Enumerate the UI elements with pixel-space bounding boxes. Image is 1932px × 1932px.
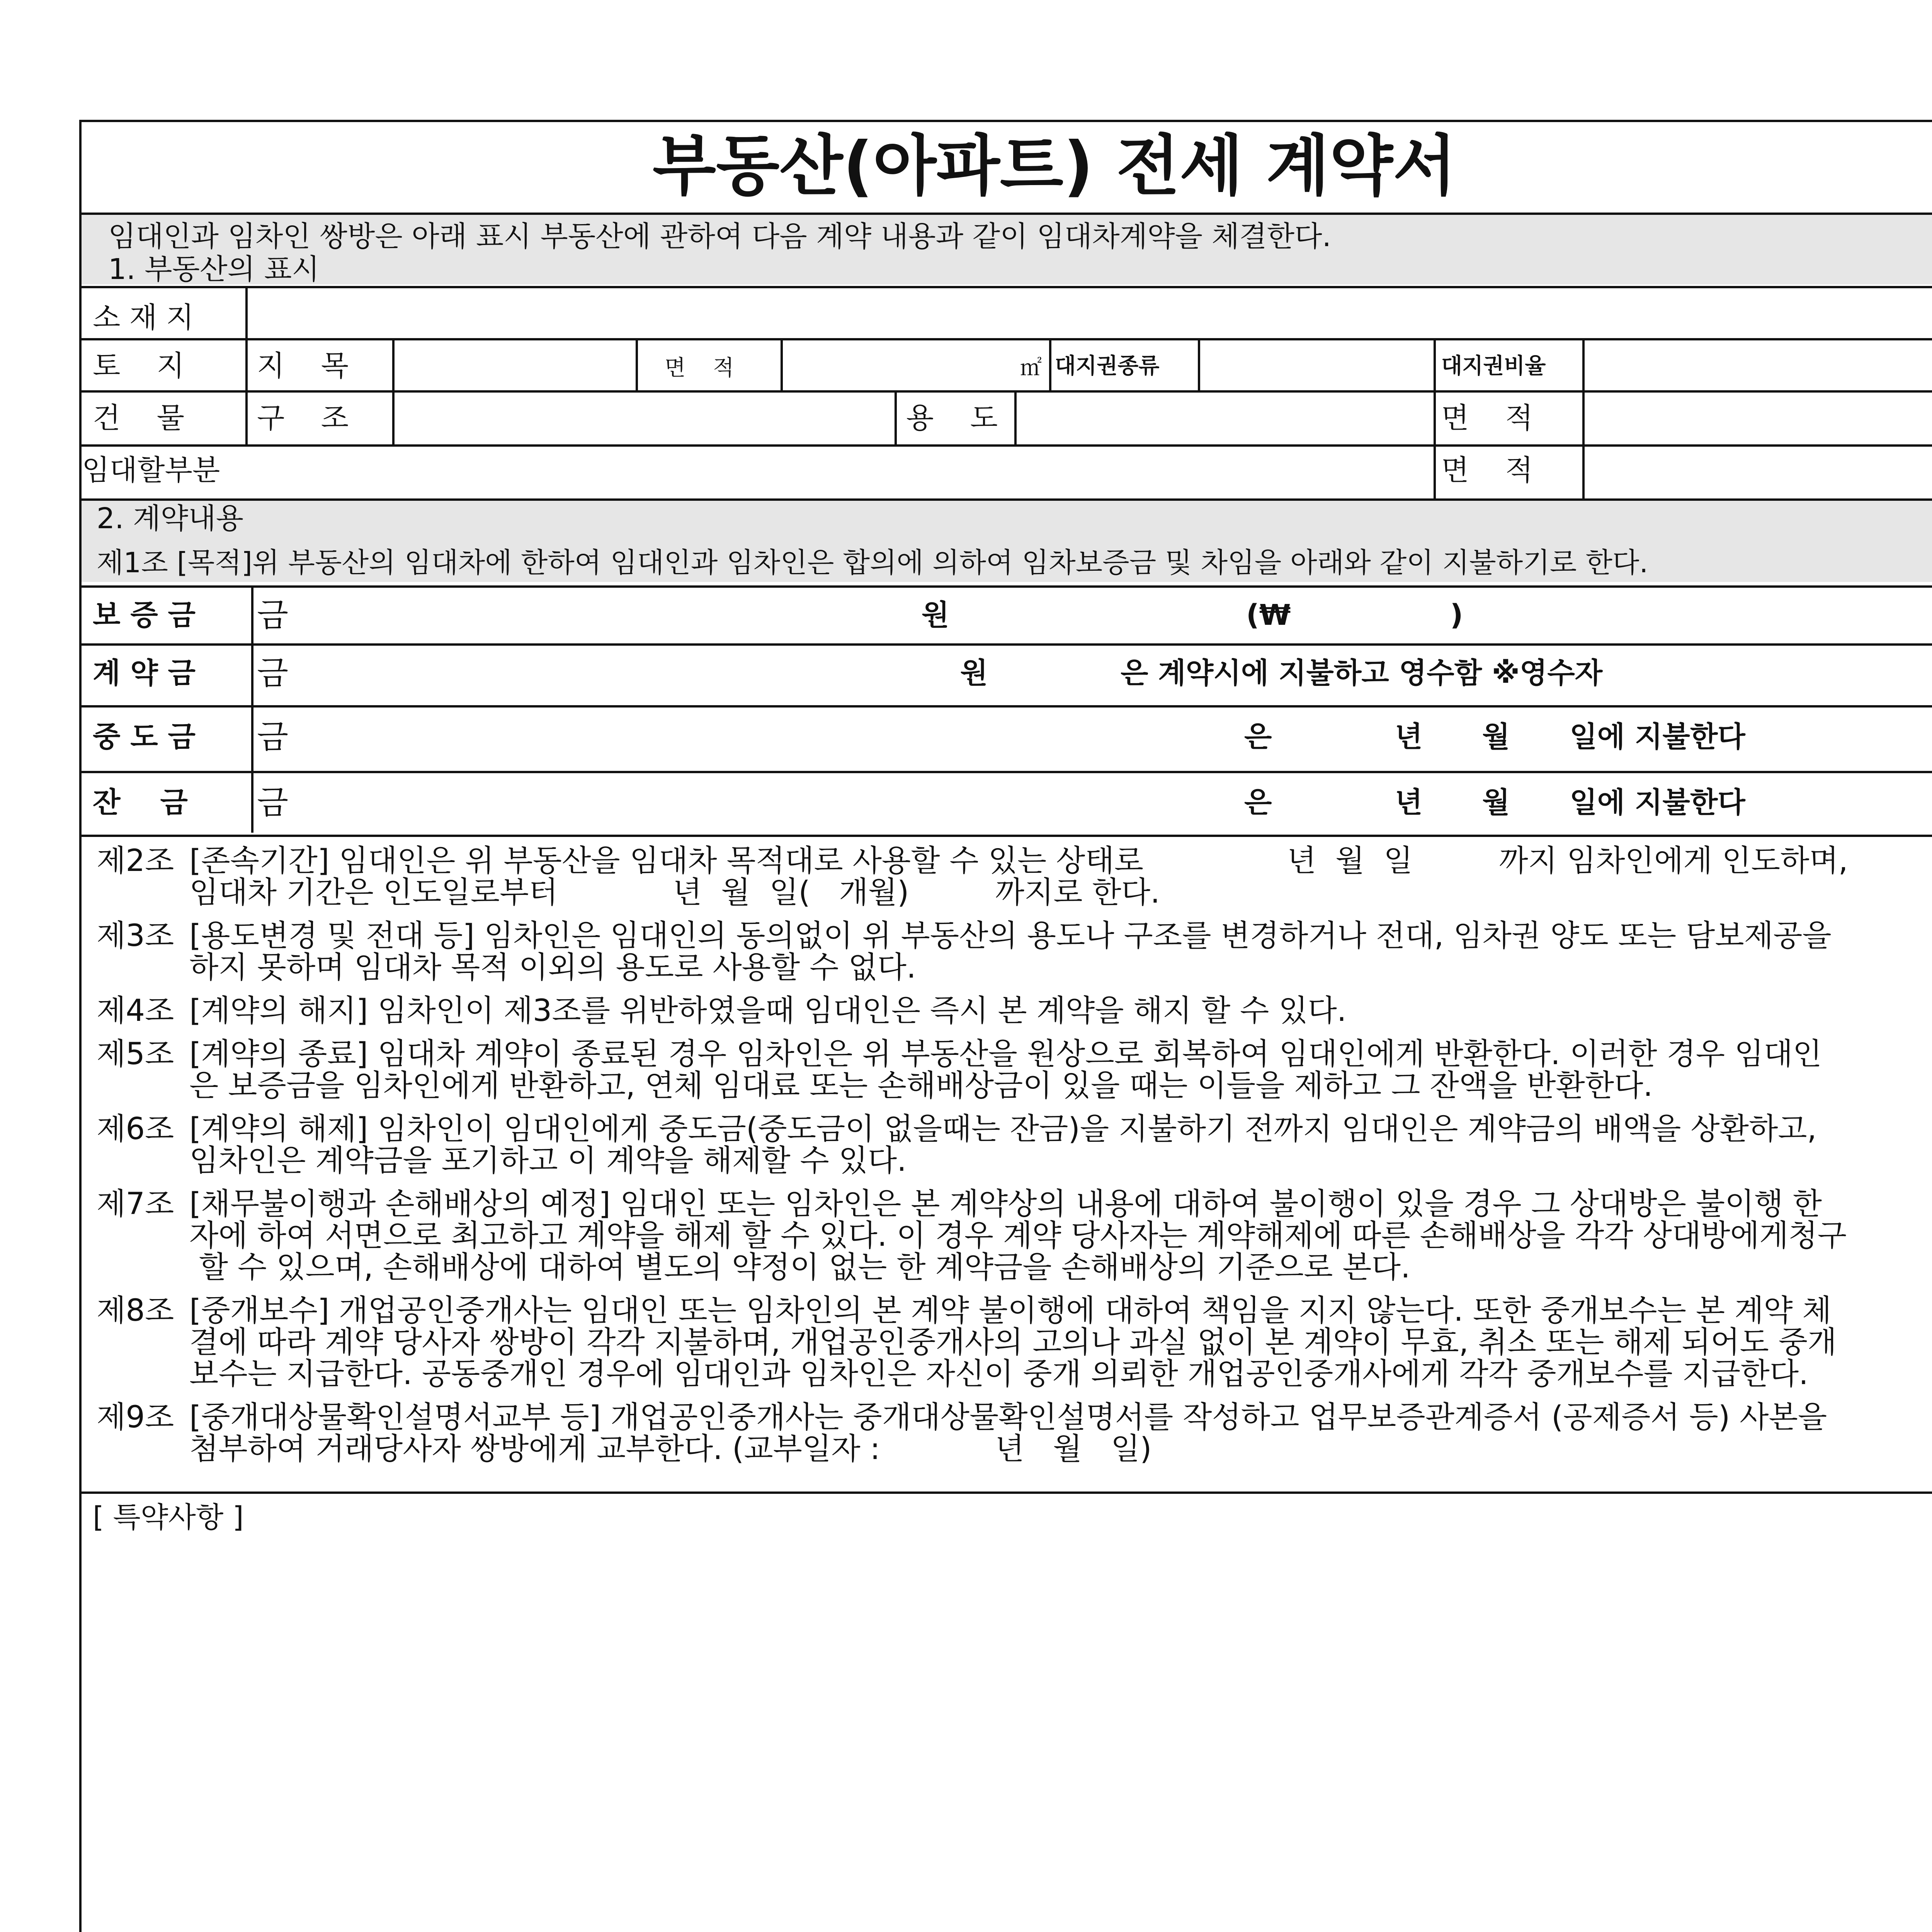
leased-part-label: 임대할부분 bbox=[82, 454, 220, 487]
clause-9-line: [중개대상물확인설명서교부 등] 개업공인중개사는 중개대상물확인설명서를 작성하고 업무보증관계증서 (공제증서 등) 사본을 bbox=[189, 1400, 1827, 1435]
land-right-ratio-field[interactable] bbox=[1585, 340, 1932, 390]
building-label: 건 물 bbox=[93, 401, 185, 435]
clause-9-number: 제9조 bbox=[97, 1400, 174, 1435]
clause-8-line: 결에 따라 계약 당사자 쌍방이 각각 지불하며, 개업공인중개사의 고의나 과실 없이 본 계약이 무효, 취소 또는 해제 되어도 중개 bbox=[189, 1325, 1837, 1360]
deposit-geum: 금 bbox=[257, 596, 289, 634]
middle-text: 은 bbox=[1244, 720, 1272, 753]
land-right-ratio-label: 대지권비율 bbox=[1441, 354, 1546, 379]
location-field[interactable] bbox=[248, 288, 1932, 338]
contract-won: 원 bbox=[960, 656, 988, 690]
balance-label: 잔 금 bbox=[93, 786, 188, 819]
clause-7-number: 제7조 bbox=[97, 1187, 174, 1221]
clause-7-line: [채무불이행과 손해배상의 예정] 임대인 또는 임차인은 본 계약상의 내용에 대하여 불이행이 있을 경우 그 상대방은 불이행 한 bbox=[189, 1187, 1822, 1221]
deposit-krw: (₩ ) bbox=[1246, 599, 1463, 632]
location-label: 소 재 지 bbox=[93, 301, 194, 334]
middle-geum: 금 bbox=[257, 718, 289, 756]
land-type-field[interactable] bbox=[395, 340, 634, 390]
land-type-label: 지 목 bbox=[257, 349, 349, 383]
clause-2-number: 제2조 bbox=[97, 844, 174, 878]
contract-geum: 금 bbox=[257, 654, 289, 692]
land-label: 토 지 bbox=[93, 349, 185, 383]
leased-area-label: 면 적 bbox=[1441, 454, 1533, 487]
contract-deposit-label: 계 약 금 bbox=[93, 656, 196, 690]
clause-4-line: [계약의 해지] 임차인이 제3조를 위반하였을때 임대인은 즉시 본 계약을 해지 할 수 있다. bbox=[189, 993, 1347, 1028]
clause-2-line: 임대차 기간은 인도일로부터 년 월 일( 개월) 까지로 한다. bbox=[189, 875, 1160, 910]
clause-3-line: [용도변경 및 전대 등] 임차인은 임대인의 동의없이 위 부동산의 용도나 구조를 변경하거나 전대, 임차권 양도 또는 담보제공을 bbox=[189, 918, 1832, 953]
special-terms-heading: [ 특약사항 ] bbox=[93, 1501, 244, 1534]
leased-area-field[interactable] bbox=[1585, 447, 1932, 496]
clause-1: 제1조 [목적]위 부동산의 임대차에 한하여 임대인과 임차인은 합의에 의하여 임차보증금 및 차임을 아래와 같이 지불하기로 한다. bbox=[97, 546, 1648, 579]
clause-8-number: 제8조 bbox=[97, 1293, 174, 1328]
section-2-heading: 2. 계약내용 bbox=[97, 502, 244, 535]
land-right-type-label: 대지권종류 bbox=[1055, 354, 1160, 379]
clause-5-line: 은 보증금을 임차인에게 반환하고, 연체 임대료 또는 손해배상금이 있을 때는 이들을 제하고 그 잔액을 반환한다. bbox=[189, 1068, 1653, 1103]
deposit-amount-field[interactable] bbox=[294, 589, 912, 639]
clause-2-line: [존속기간] 임대인은 위 부동산을 임대차 목적대로 사용할 수 있는 상태로 년 월 일 까지 임차인에게 인도하며, bbox=[189, 844, 1848, 878]
clause-9-line: 첨부하여 거래당사자 쌍방에게 교부한다. (교부일자 : 년 월 일) bbox=[189, 1432, 1152, 1466]
contract-text: 은 계약시에 지불하고 영수함 ※영수자 bbox=[1121, 656, 1603, 690]
land-area-label: 면 적 bbox=[665, 355, 734, 381]
clause-8-line: [중개보수] 개업공인중개사는 임대인 또는 임차인의 본 계약 불이행에 대하여 책임을 지지 않는다. 또한 중개보수는 본 계약 체 bbox=[189, 1293, 1832, 1328]
special-terms-field[interactable] bbox=[82, 1542, 1932, 1932]
clause-5-number: 제5조 bbox=[97, 1037, 174, 1071]
structure-label: 구 조 bbox=[257, 401, 349, 435]
balance-text: 은 bbox=[1244, 786, 1272, 819]
structure-field[interactable] bbox=[395, 393, 893, 442]
clause-8-line: 보수는 지급한다. 공동중개인 경우에 임대인과 임차인은 자신이 중개 의뢰한 개업공인중개사에게 각각 중개보수를 지급한다. bbox=[189, 1357, 1808, 1391]
land-right-type-field[interactable] bbox=[1200, 340, 1432, 390]
middle-date: 년 월 일에 지불한다 bbox=[1395, 720, 1745, 753]
leased-part-field[interactable] bbox=[248, 447, 1432, 496]
use-label: 용 도 bbox=[906, 401, 998, 435]
balance-geum: 금 bbox=[257, 784, 289, 821]
clause-4-number: 제4조 bbox=[97, 993, 174, 1028]
balance-date: 년 월 일에 지불한다 bbox=[1395, 786, 1745, 819]
middle-payment-label: 중 도 금 bbox=[93, 720, 196, 753]
clause-7-line: 자에 하여 서면으로 최고하고 계약을 해제 할 수 있다. 이 경우 계약 당사자는 계약해제에 따른 손해배상을 각각 상대방에게청구 bbox=[189, 1218, 1847, 1253]
clause-7-line: 할 수 있으며, 손해배상에 대하여 별도의 약정이 없는 한 계약금을 손해배상의 기준으로 본다. bbox=[189, 1250, 1410, 1285]
deposit-label: 보 증 금 bbox=[93, 599, 196, 632]
use-field[interactable] bbox=[1017, 393, 1432, 442]
deposit-won: 원 bbox=[922, 599, 949, 632]
section-1-heading: 1. 부동산의 표시 bbox=[108, 253, 320, 286]
clause-5-line: [계약의 종료] 임대차 계약이 종료된 경우 임차인은 위 부동산을 원상으로 회복하여 임대인에게 반환한다. 이러한 경우 임대인 bbox=[189, 1037, 1822, 1071]
building-area-field[interactable] bbox=[1585, 393, 1932, 442]
clause-3-number: 제3조 bbox=[97, 918, 174, 953]
clause-6-line: 임차인은 계약금을 포기하고 이 계약을 해제할 수 있다. bbox=[189, 1143, 907, 1178]
intro-text: 임대인과 임차인 쌍방은 아래 표시 부동산에 관하여 다음 계약 내용과 같이 임대차계약을 체결한다. bbox=[108, 220, 1332, 253]
clause-6-line: [계약의 해제] 임차인이 임대인에게 중도금(중도금이 없을때는 잔금)을 지불하기 전까지 임대인은 계약금의 배액을 상환하고, bbox=[189, 1112, 1817, 1146]
balance-amount-field[interactable] bbox=[294, 777, 1221, 827]
page-title: 부동산(아파트) 전세 계약서 bbox=[652, 128, 1457, 204]
land-sqm-unit: ㎡ bbox=[1020, 355, 1042, 381]
clause-6-number: 제6조 bbox=[97, 1112, 174, 1146]
land-area-field[interactable] bbox=[783, 340, 1038, 390]
contract-amount-field[interactable] bbox=[294, 647, 951, 697]
building-area-label: 면 적 bbox=[1441, 401, 1533, 435]
middle-amount-field[interactable] bbox=[294, 711, 1221, 761]
clause-3-line: 하지 못하며 임대차 목적 이외의 용도로 사용할 수 없다. bbox=[189, 950, 916, 985]
